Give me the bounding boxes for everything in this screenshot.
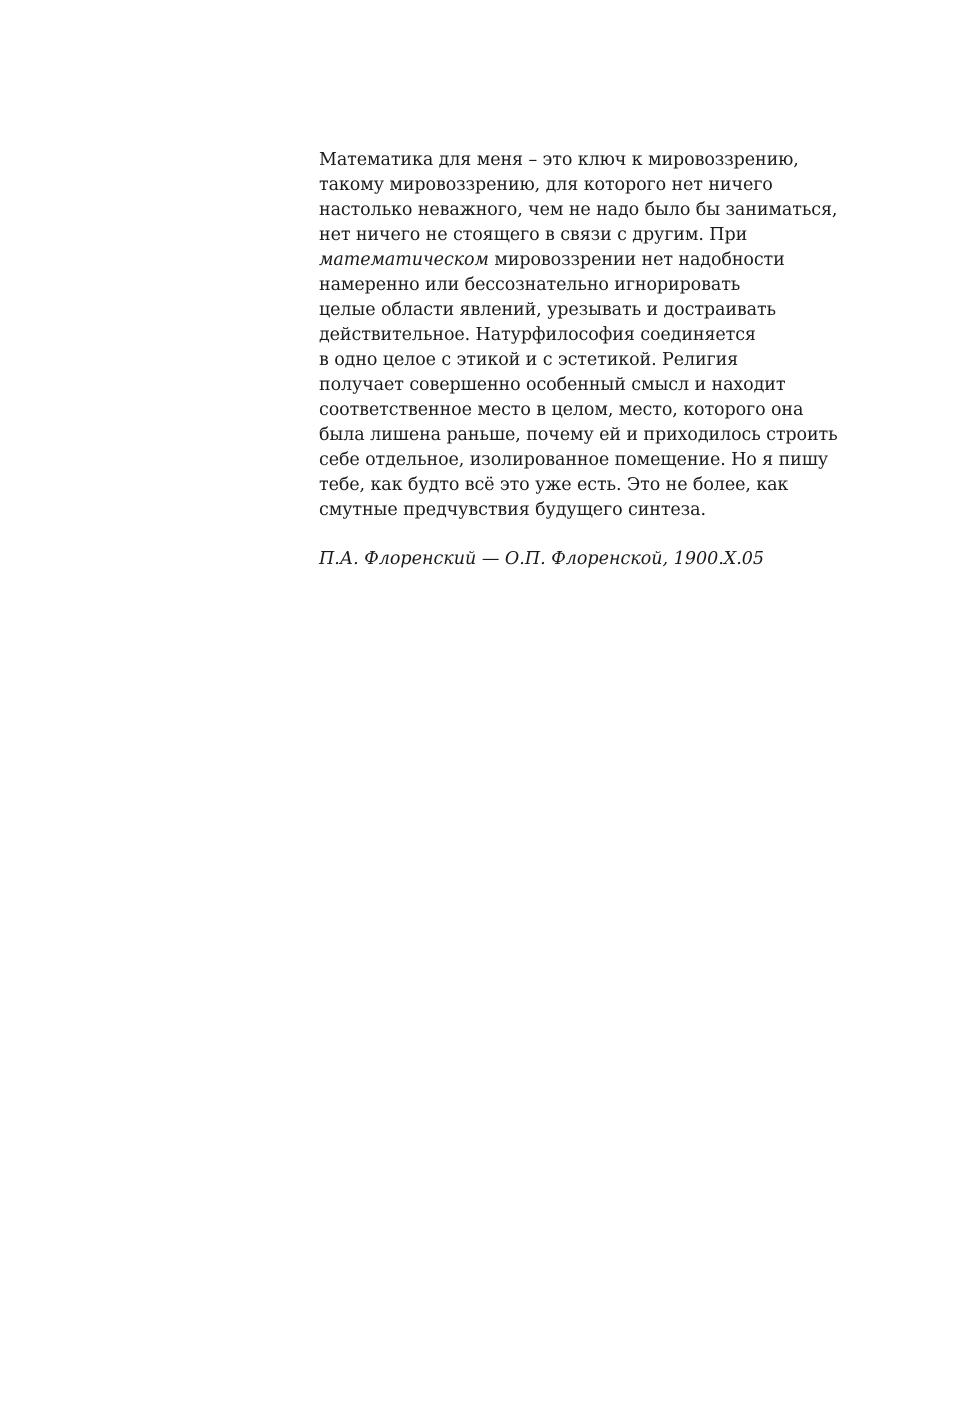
quote-line-7: целые области явлений, урезывать и достраивать: [319, 300, 776, 320]
quote-line-14: тебе, как будто всё это уже есть. Это не более, как: [319, 475, 789, 495]
quote-line-5-text: мировоззрении нет надобности: [494, 250, 785, 270]
quote-line-2: такому мировоззрению, для которого нет ничего: [319, 175, 773, 195]
quote-line-1: Математика для меня – это ключ к мировоззрению,: [319, 150, 799, 170]
emphasized-word: математическом: [319, 250, 489, 270]
quote-line-6: намеренно или бессознательно игнорировать: [319, 275, 741, 295]
epigraph-quote: [319, 148, 849, 523]
epigraph-attribution: П.А. Флоренский — О.П. Флоренской, 1900.X.05: [319, 549, 765, 569]
quote-line-15: смутные предчувствия будущего синтеза.: [319, 500, 706, 520]
quote-line-11: соответственное место в целом, место, которого она: [319, 400, 804, 420]
epigraph: [319, 148, 849, 572]
quote-line-13: себе отдельное, изолированное помещение. Но я пишу: [319, 450, 829, 470]
quote-line-5: [319, 248, 849, 273]
quote-line-3: настолько неважного, чем не надо было бы заниматься,: [319, 200, 838, 220]
quote-line-4: нет ничего не стоящего в связи с другим. При: [319, 225, 748, 245]
quote-line-8: действительное. Натурфилософия соединяется: [319, 325, 756, 345]
quote-line-9: в одно целое с этикой и с эстетикой. Религия: [319, 350, 739, 370]
quote-line-12: была лишена раньше, почему ей и приходилось строить: [319, 425, 838, 445]
quote-line-10: получает совершенно особенный смысл и находит: [319, 375, 786, 395]
